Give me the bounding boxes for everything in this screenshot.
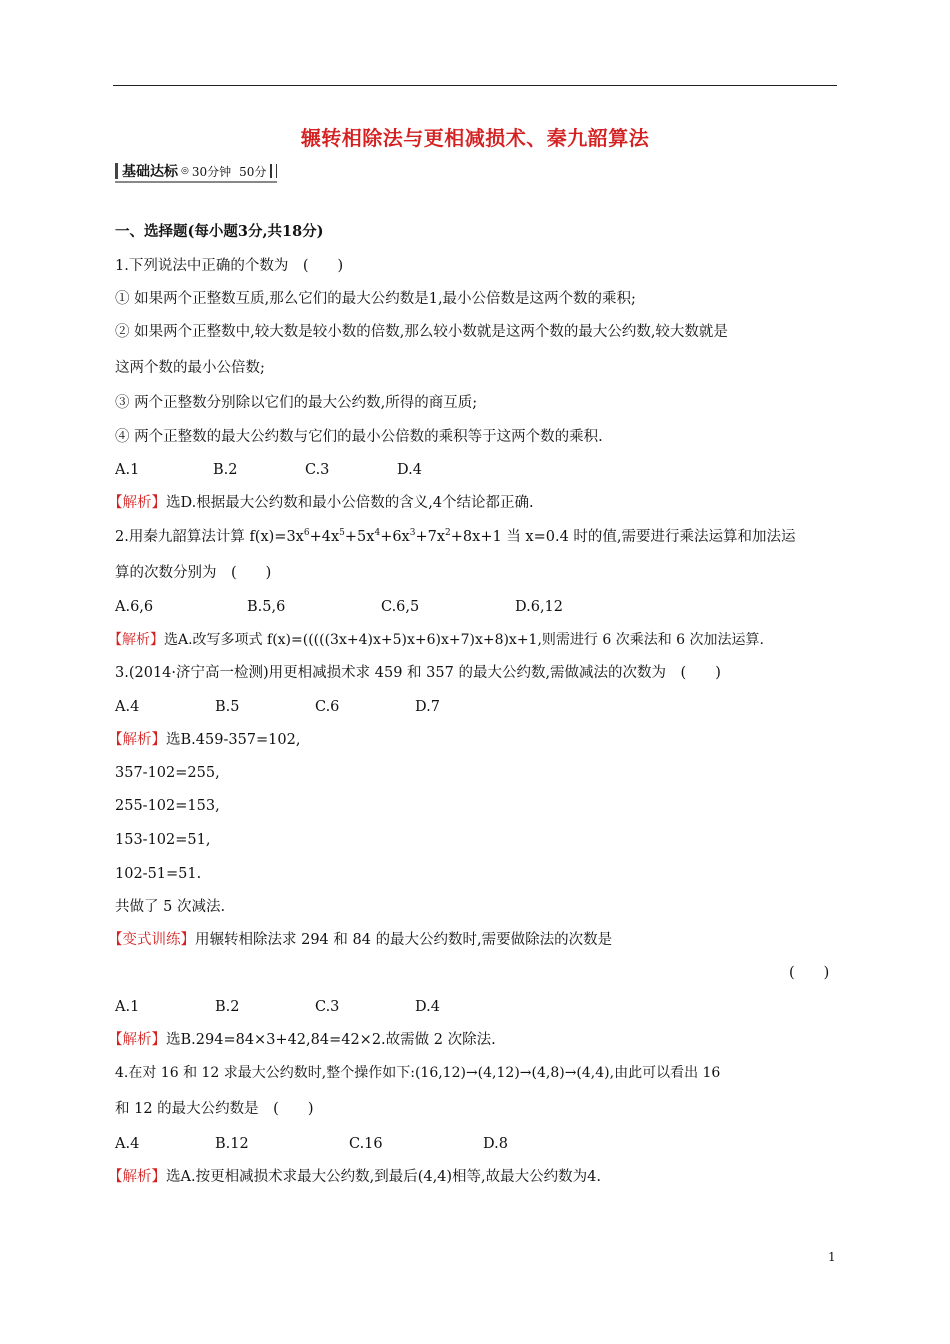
q2-analysis-text: 选A.改写多项式 f(x)=(((((3x+4)x+5)x+6)x+7)x+8)x+1,则需进行 6 次乘法和 6 次加法运算.	[164, 632, 764, 648]
q4-analysis	[108, 1167, 601, 1187]
analysis-tag: 【解析】	[108, 1169, 166, 1185]
q3-variant	[108, 930, 612, 950]
q3-stem: 3.(2014·济宁高一检测)用更相减损术求 459 和 357 的最大公约数,需做减法的次数为 ( )	[115, 665, 721, 681]
q3-variant-analysis-text: 选B.294=84×3+42,84=42×2.故需做 2 次除法.	[166, 1032, 496, 1048]
q4-option-b: B.12	[215, 1136, 249, 1152]
q1-statement-2a: ② 如果两个正整数中,较大数是较小数的倍数,那么较小数就是这两个数的最大公约数,较大数就是	[115, 324, 728, 340]
q1-option-d: D.4	[397, 462, 422, 478]
q4-option-a: A.4	[115, 1136, 140, 1152]
q2-option-c: C.6,5	[381, 599, 420, 615]
q4-options	[115, 1134, 508, 1154]
q2-term: +5x	[344, 529, 375, 545]
q2-stem-pre: 2.用秦九韶算法计算 f(x)=3x	[115, 529, 304, 545]
q2-term: +4x	[309, 529, 340, 545]
q2-exp: 6	[303, 528, 310, 539]
q3-option-c: C.6	[315, 699, 340, 715]
q1-statement-2b: 这两个数的最小公倍数;	[115, 360, 265, 376]
page-title: 辗转相除法与更相减损术、秦九韶算法	[300, 126, 650, 150]
q1-option-a: A.1	[115, 462, 140, 478]
q1-analysis	[108, 493, 534, 513]
q2-term: +7x	[415, 529, 446, 545]
q2-analysis	[108, 630, 764, 650]
q1-statement-4: ④ 两个正整数的最大公约数与它们的最小公倍数的乘积等于这两个数的乘积.	[115, 429, 603, 445]
q2-stem	[115, 527, 796, 547]
q1-option-c: C.3	[305, 462, 330, 478]
q3-variant-paren: ( )	[789, 965, 830, 981]
q3-analysis-text: 选B.459-357=102,	[166, 732, 301, 748]
q3-variant-stem: 用辗转相除法求 294 和 84 的最大公约数时,需要做除法的次数是	[195, 932, 613, 948]
q2-option-b: B.5,6	[247, 599, 286, 615]
q4-stem-1: 4.在对 16 和 12 求最大公约数时,整个操作如下:(16,12)→(4,12)→(4,8)→(4,4),由此可以看出 16	[115, 1065, 721, 1081]
q4-option-c: C.16	[349, 1136, 383, 1152]
page-number: 1	[828, 1250, 836, 1264]
q4-analysis-text: 选A.按更相减损术求最大公约数,到最后(4,4)相等,故最大公约数为4.	[166, 1169, 602, 1185]
banner-bar	[115, 163, 118, 179]
analysis-tag: 【解析】	[108, 1032, 166, 1048]
q2-exp: 2	[445, 528, 451, 539]
q3v-option-b: B.2	[215, 999, 240, 1015]
analysis-tag: 【解析】	[108, 632, 164, 648]
q2-exp: 5	[339, 528, 345, 539]
q2-option-a: A.6,6	[115, 599, 154, 615]
q3-option-b: B.5	[215, 699, 240, 715]
q3-step-5: 102-51=51.	[115, 866, 202, 882]
q2-term: +6x	[380, 529, 410, 545]
q3-option-a: A.4	[115, 699, 140, 715]
banner-time: 30分钟	[191, 164, 232, 179]
q3-step-2: 357-102=255,	[115, 765, 220, 781]
q3-step-4: 153-102=51,	[115, 832, 211, 848]
variant-tag: 【变式训练】	[108, 932, 195, 948]
banner-endbar	[270, 164, 277, 178]
q3-options	[115, 697, 440, 717]
q3-variant-analysis	[108, 1030, 496, 1050]
q3-step-3: 255-102=153,	[115, 798, 220, 814]
q2-options	[115, 597, 563, 617]
q2-stem-post: +8x+1 当 x=0.4 时的值,需要进行乘法运算和加法运	[450, 529, 796, 545]
q1-option-b: B.2	[213, 462, 238, 478]
q1-options	[115, 460, 422, 480]
q1-statement-3: ③ 两个正整数分别除以它们的最大公约数,所得的商互质;	[115, 395, 478, 411]
q3-analysis	[108, 730, 300, 750]
q3v-option-a: A.1	[115, 999, 140, 1015]
q3v-option-d: D.4	[415, 999, 440, 1015]
q3v-option-c: C.3	[315, 999, 340, 1015]
q4-option-d: D.8	[483, 1136, 508, 1152]
banner-label: 基础达标	[122, 164, 178, 180]
q2-stem-2: 算的次数分别为 ( )	[115, 565, 272, 581]
q3-variant-options	[115, 997, 440, 1017]
banner-dot-icon: ◎	[181, 166, 189, 176]
q4-stem-2: 和 12 的最大公约数是 ( )	[115, 1101, 314, 1117]
section-banner	[115, 161, 277, 183]
analysis-tag: 【解析】	[108, 732, 166, 748]
analysis-tag: 【解析】	[108, 495, 166, 511]
section-heading: 一、选择题(每小题3分,共18分)	[115, 223, 324, 240]
header-rule	[113, 85, 837, 86]
q3-option-d: D.7	[415, 699, 440, 715]
q2-exp: 4	[374, 528, 381, 539]
q1-statement-1: ① 如果两个正整数互质,那么它们的最大公约数是1,最小公倍数是这两个数的乘积;	[115, 291, 636, 307]
q2-option-d: D.6,12	[515, 599, 564, 615]
q2-exp: 3	[409, 528, 416, 539]
q1-analysis-text: 选D.根据最大公约数和最小公倍数的含义,4个结论都正确.	[166, 495, 534, 511]
banner-score: 50分	[239, 164, 267, 179]
q3-conclusion: 共做了 5 次减法.	[115, 899, 226, 915]
q1-stem: 1.下列说法中正确的个数为 ( )	[115, 258, 344, 274]
